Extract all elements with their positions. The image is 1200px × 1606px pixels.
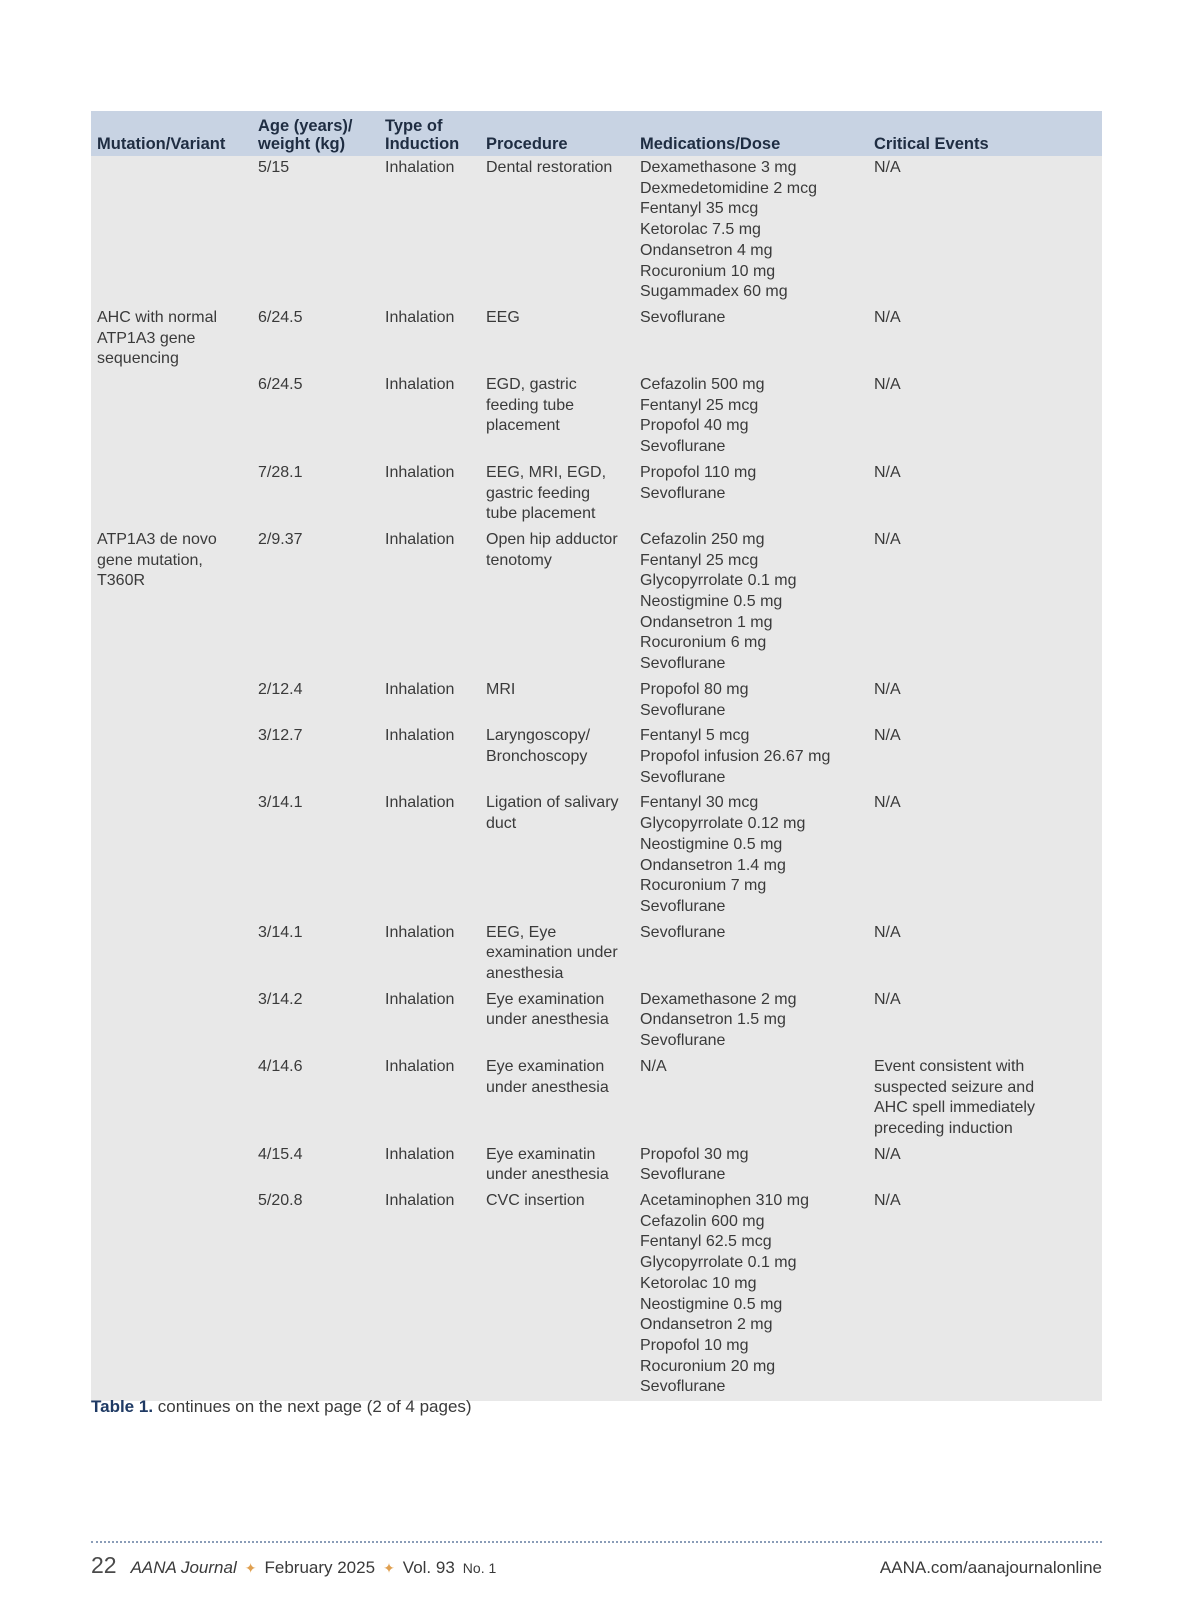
critical-events-cell: N/A [874, 376, 901, 394]
mutation-cell [91, 678, 252, 724]
critical-events-cell: N/A [874, 1192, 901, 1210]
table-row [91, 921, 1102, 988]
header-induction: Type of Induction [385, 117, 460, 153]
induction-cell: Inhalation [385, 1145, 455, 1163]
medication-dose: Glycopyrrolate 0.12 mg [640, 815, 806, 833]
critical-events-cell: N/A [874, 159, 901, 176]
table-row [91, 306, 1102, 373]
procedure-cell: Eye examinatin under anesthesia [486, 1145, 609, 1184]
medication-dose: Sevoflurane [640, 438, 726, 456]
table-row [91, 1143, 1102, 1189]
induction-cell: Inhalation [385, 159, 455, 176]
mutation-cell [91, 1055, 252, 1143]
mutation-cell [91, 791, 252, 920]
medication-dose: Sevoflurane [640, 1032, 726, 1050]
induction-cell: Inhalation [385, 530, 455, 548]
age-weight-cell: 6/24.5 [258, 308, 303, 326]
age-weight-cell: 2/12.4 [258, 680, 303, 698]
medication-table-container [91, 111, 1102, 1401]
procedure-cell: Dental restoration [486, 159, 613, 176]
induction-cell: Inhalation [385, 1192, 455, 1210]
table-row [91, 791, 1102, 920]
induction-cell: Inhalation [385, 680, 455, 698]
medication-dose: Sevoflurane [640, 655, 726, 673]
age-weight-cell: 5/20.8 [258, 1192, 303, 1210]
medication-dose: Ondansetron 1.4 mg [640, 856, 786, 874]
age-weight-cell: 4/15.4 [258, 1145, 303, 1163]
medication-dose: Propofol 110 mg [640, 463, 757, 481]
procedure-cell: Ligation of salivary duct [486, 794, 619, 833]
medication-dose: Sevoflurane [640, 1166, 726, 1184]
induction-cell: Inhalation [385, 376, 455, 394]
mutation-cell [91, 724, 252, 791]
procedure-cell: EEG [486, 308, 520, 326]
age-weight-cell: 5/15 [258, 159, 290, 176]
procedure-cell: CVC insertion [486, 1192, 585, 1210]
header-procedure: Procedure [486, 135, 568, 153]
medications-cell [634, 1055, 868, 1143]
mutation-cell: ATP1A3 de novo gene mutation, T360R [97, 530, 217, 590]
medication-dose: Ketorolac 7.5 mg [640, 221, 761, 239]
medications-cell [634, 306, 868, 373]
critical-events-cell: N/A [874, 530, 901, 548]
medications-cell [634, 1189, 868, 1401]
medication-dose: Dexamethasone 2 mg [640, 990, 797, 1008]
medication-dose: Sevoflurane [640, 1378, 726, 1396]
procedure-cell: EGD, gastric feeding tube placement [486, 376, 577, 435]
table-row [91, 724, 1102, 791]
header-age-weight: Age (years)/ weight (kg) [258, 117, 353, 153]
issue-date: February 2025 [264, 1558, 376, 1577]
medication-dose: Dexamethasone 3 mg [640, 159, 797, 176]
medications-cell [634, 156, 868, 306]
volume: Vol. 93 [402, 1558, 455, 1577]
medication-dose: Ondansetron 1 mg [640, 613, 773, 631]
table-header-row [91, 111, 1102, 156]
separator-diamond-icon: ✦ [383, 1560, 395, 1576]
table-row [91, 988, 1102, 1055]
critical-events-cell: Event consistent with suspected seizure and AHC spell immediately preceding induction [874, 1057, 1035, 1137]
induction-cell: Inhalation [385, 990, 455, 1008]
procedure-cell: Eye examination under anesthesia [486, 990, 609, 1029]
mutation-cell [91, 1189, 252, 1401]
induction-cell: Inhalation [385, 794, 455, 812]
medication-dose: Neostigmine 0.5 mg [640, 1295, 783, 1313]
induction-cell: Inhalation [385, 463, 455, 481]
age-weight-cell: 6/24.5 [258, 376, 303, 394]
medication-dose: Sevoflurane [640, 484, 726, 502]
caption-text: continues on the next page (2 of 4 pages) [157, 1397, 472, 1416]
medication-dose: Propofol 10 mg [640, 1336, 749, 1354]
mutation-cell [91, 988, 252, 1055]
medication-dose: Neostigmine 0.5 mg [640, 593, 783, 611]
table-row [91, 528, 1102, 678]
medication-dose: Rocuronium 7 mg [640, 877, 767, 895]
medications-cell [634, 461, 868, 528]
medication-dose: Sevoflurane [640, 923, 726, 941]
procedure-cell: EEG, Eye examination under anesthesia [486, 923, 618, 983]
procedure-cell: EEG, MRI, EGD, gastric feeding tube placement [486, 463, 607, 523]
age-weight-cell: 2/9.37 [258, 530, 303, 548]
medications-cell [634, 791, 868, 920]
footer-divider [91, 1541, 1102, 1543]
medication-table [91, 111, 1102, 1401]
medication-dose: Ondansetron 4 mg [640, 241, 773, 259]
medications-cell [634, 724, 868, 791]
medication-dose: Propofol 40 mg [640, 417, 749, 435]
caption-label: Table 1. [91, 1397, 154, 1416]
critical-events-cell: N/A [874, 463, 901, 481]
medication-dose: Acetaminophen 310 mg [640, 1192, 809, 1210]
medication-dose: Rocuronium 20 mg [640, 1357, 776, 1375]
medication-dose: Cefazolin 600 mg [640, 1212, 765, 1230]
critical-events-cell: N/A [874, 923, 901, 941]
induction-cell: Inhalation [385, 308, 455, 326]
medication-dose: Cefazolin 250 mg [640, 530, 765, 548]
medication-dose: Ketorolac 10 mg [640, 1274, 757, 1292]
table-row [91, 1055, 1102, 1143]
medication-dose: Sevoflurane [640, 768, 726, 786]
medication-dose: Sevoflurane [640, 308, 726, 326]
critical-events-cell: N/A [874, 308, 901, 326]
age-weight-cell: 4/14.6 [258, 1057, 303, 1075]
mutation-cell [91, 461, 252, 528]
critical-events-cell: N/A [874, 727, 901, 745]
table-row [91, 373, 1102, 461]
procedure-cell: MRI [486, 680, 516, 698]
medication-dose: Fentanyl 35 mcg [640, 200, 759, 218]
critical-events-cell: N/A [874, 680, 901, 698]
critical-events-cell: N/A [874, 1145, 901, 1163]
header-critical-events: Critical Events [874, 135, 989, 153]
medication-dose: N/A [640, 1057, 667, 1075]
induction-cell: Inhalation [385, 727, 455, 745]
medication-dose: Propofol 30 mg [640, 1145, 749, 1163]
header-mutation: Mutation/Variant [97, 135, 226, 153]
age-weight-cell: 3/14.1 [258, 794, 303, 812]
age-weight-cell: 3/14.2 [258, 990, 303, 1008]
table-row [91, 156, 1102, 306]
medication-dose: Fentanyl 30 mcg [640, 794, 759, 812]
page-number: 22 [91, 1552, 117, 1578]
critical-events-cell: N/A [874, 794, 901, 812]
medication-dose: Sugammadex 60 mg [640, 283, 788, 301]
footer-citation [91, 1552, 496, 1579]
mutation-cell: AHC with normal ATP1A3 gene sequencing [97, 308, 218, 368]
medication-dose: Fentanyl 25 mcg [640, 551, 759, 569]
induction-cell: Inhalation [385, 923, 455, 941]
medication-dose: Propofol 80 mg [640, 680, 749, 698]
issue-number: No. 1 [462, 1560, 497, 1576]
table-caption [91, 1397, 472, 1417]
table-body [91, 156, 1102, 1401]
separator-diamond-icon: ✦ [244, 1560, 257, 1576]
mutation-cell [91, 156, 252, 306]
medication-dose: Propofol infusion 26.67 mg [640, 747, 831, 765]
medication-dose: Dexmedetomidine 2 mcg [640, 179, 817, 197]
medication-dose: Fentanyl 62.5 mcg [640, 1233, 772, 1251]
mutation-cell [91, 921, 252, 988]
medications-cell [634, 921, 868, 988]
procedure-cell: Eye examination under anesthesia [486, 1057, 609, 1096]
procedure-cell: Open hip adductor tenotomy [486, 530, 618, 569]
medication-dose: Glycopyrrolate 0.1 mg [640, 1254, 797, 1272]
critical-events-cell: N/A [874, 990, 901, 1008]
medication-dose: Fentanyl 5 mcg [640, 727, 750, 745]
medication-dose: Glycopyrrolate 0.1 mg [640, 572, 797, 590]
table-row [91, 461, 1102, 528]
procedure-cell: Laryngoscopy/ Bronchoscopy [486, 727, 591, 765]
age-weight-cell: 7/28.1 [258, 463, 303, 481]
medications-cell [634, 528, 868, 678]
medications-cell [634, 988, 868, 1055]
mutation-cell [91, 1143, 252, 1189]
medications-cell [634, 678, 868, 724]
age-weight-cell: 3/14.1 [258, 923, 303, 941]
table-row [91, 678, 1102, 724]
medication-dose: Sevoflurane [640, 897, 726, 915]
medication-dose: Sevoflurane [640, 701, 726, 719]
medication-dose: Neostigmine 0.5 mg [640, 835, 783, 853]
journal-url: AANA.com/aanajournalonline [879, 1558, 1102, 1577]
medication-dose: Ondansetron 2 mg [640, 1316, 773, 1334]
page-footer [91, 1552, 1102, 1582]
mutation-cell [91, 373, 252, 461]
medication-dose: Fentanyl 25 mcg [640, 396, 759, 414]
table-row [91, 1189, 1102, 1401]
medication-dose: Ondansetron 1.5 mg [640, 1011, 786, 1029]
medications-cell [634, 1143, 868, 1189]
medication-dose: Rocuronium 10 mg [640, 262, 776, 280]
journal-name: AANA Journal [130, 1558, 237, 1577]
header-medications: Medications/Dose [640, 135, 781, 153]
age-weight-cell: 3/12.7 [258, 727, 303, 745]
induction-cell: Inhalation [385, 1057, 455, 1075]
medications-cell [634, 373, 868, 461]
medication-dose: Rocuronium 6 mg [640, 634, 767, 652]
medication-dose: Cefazolin 500 mg [640, 376, 765, 394]
